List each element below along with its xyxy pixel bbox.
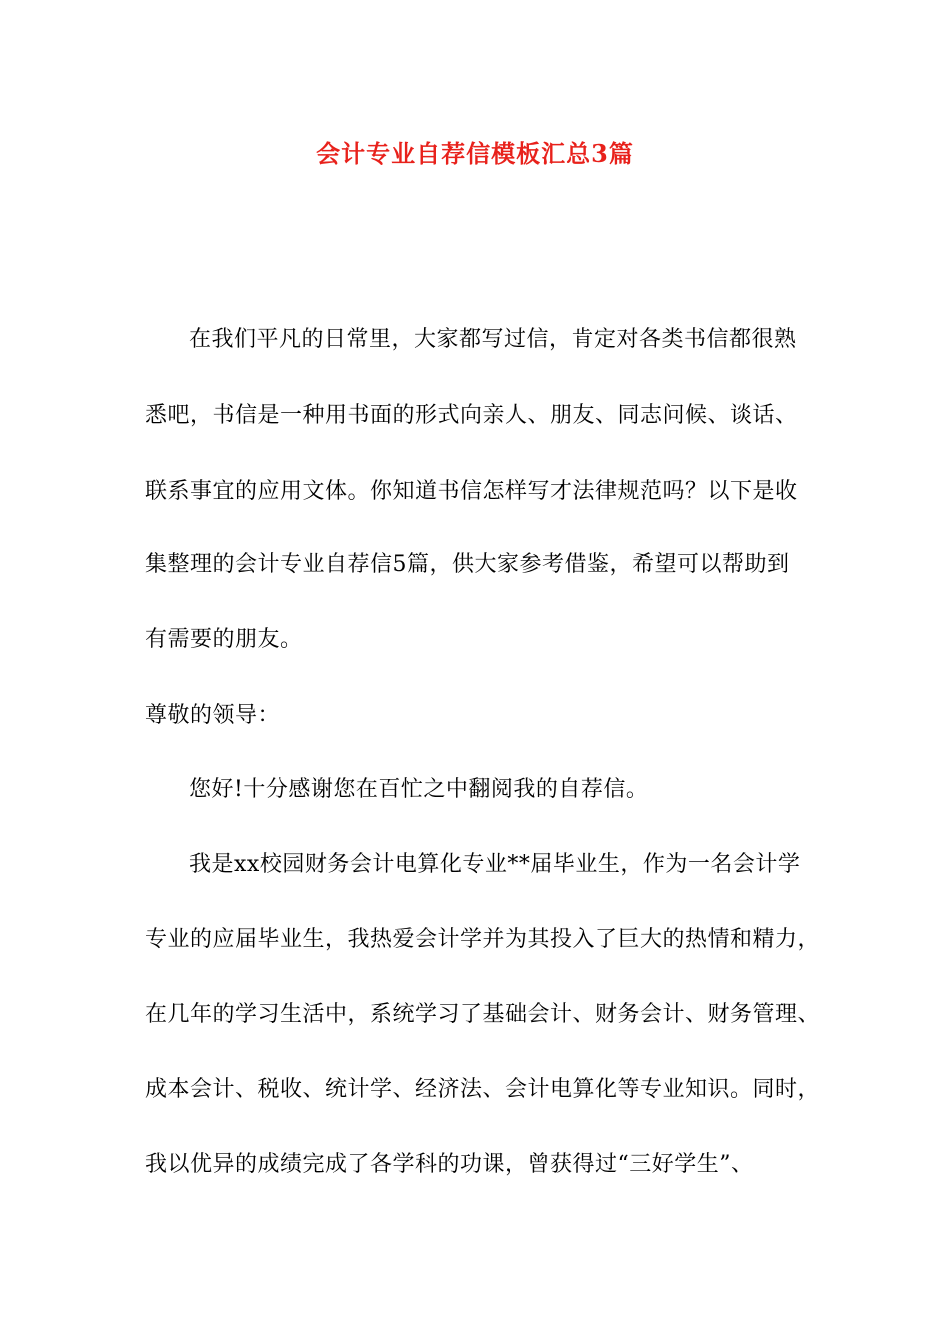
salutation: 尊敬的领导：	[145, 703, 281, 728]
document-title: 会计专业自荐信模板汇总3篇	[316, 139, 634, 168]
body-line-3: 在几年的学习生活中，系统学习了基础会计、财务会计、财务管理、	[145, 1002, 821, 1027]
body-line-2: 专业的应届毕业生，我热爱会计学并为其投入了巨大的热情和精力，	[145, 927, 821, 952]
body-line-5: 我以优异的成绩完成了各学科的功课，曾获得过“三好学生”、	[145, 1152, 754, 1177]
paragraph-line-intro-3: 联系事宜的应用文体。你知道书信怎样写才法律规范吗？以下是收	[145, 479, 798, 504]
greeting-line: 您好!十分感谢您在百忙之中翻阅我的自荐信。	[189, 777, 649, 802]
paragraph-line-intro-5: 有需要的朋友。	[145, 627, 303, 652]
body-line-1: 我是xx校园财务会计电算化专业**届毕业生，作为一名会计学	[189, 852, 801, 877]
body-line-4: 成本会计、税收、统计学、经济法、会计电算化等专业知识。同时，	[145, 1077, 821, 1102]
paragraph-line-intro-4: 集整理的会计专业自荐信5篇，供大家参考借鉴，希望可以帮助到	[145, 552, 790, 577]
paragraph-line-intro-1: 在我们平凡的日常里，大家都写过信，肯定对各类书信都很熟	[189, 327, 797, 352]
paragraph-line-intro-2: 悉吧，书信是一种用书面的形式向亲人、朋友、同志问候、谈话、	[145, 403, 798, 428]
